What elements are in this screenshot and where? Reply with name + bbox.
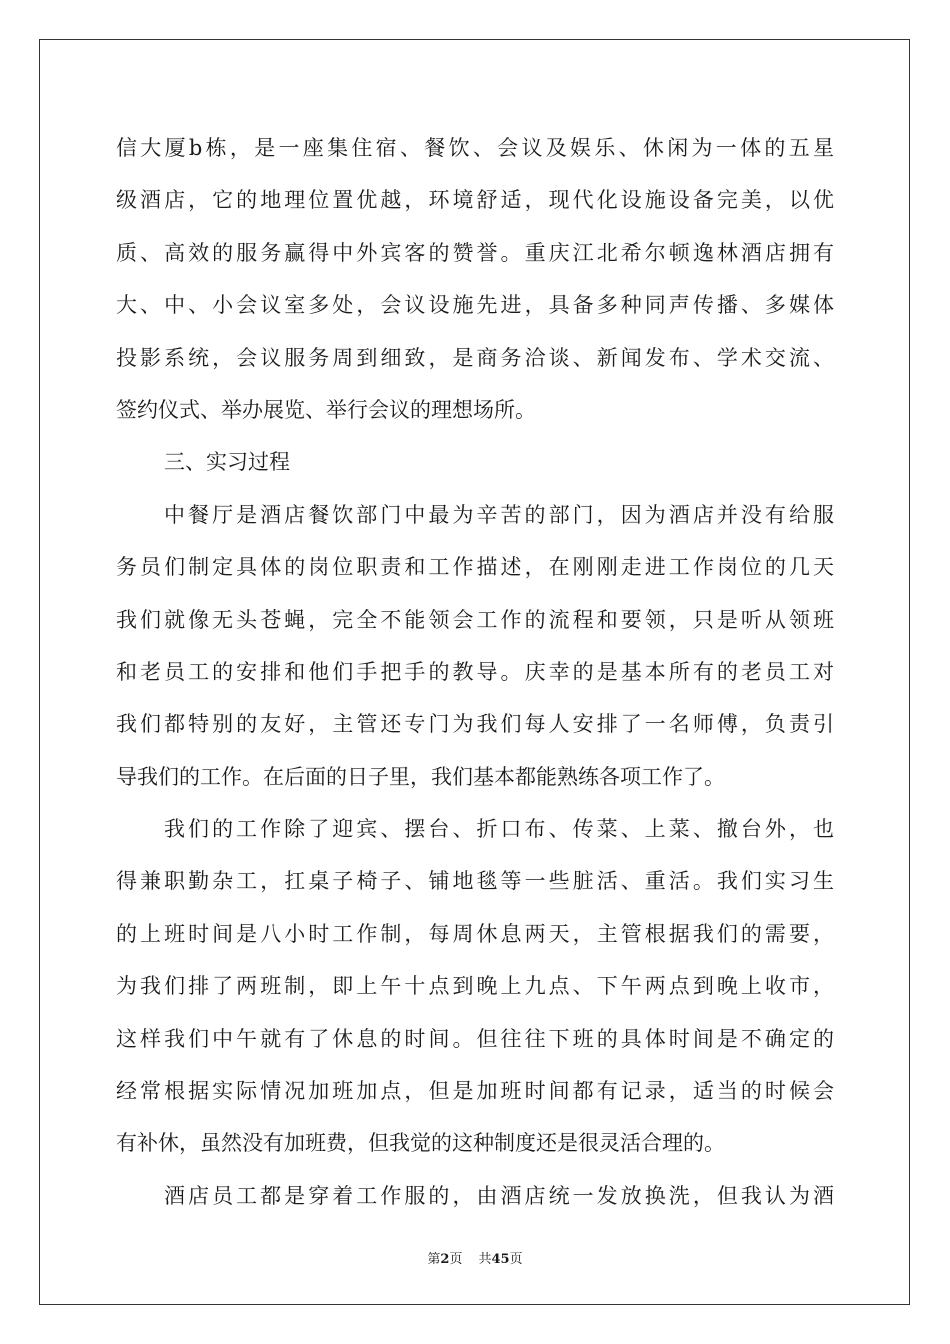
text-line: 经常根据实际情况加班加点，但是加班时间都有记录，适当的时候会 xyxy=(116,1079,834,1104)
text-line: 投影系统，会议服务周到细致，是商务洽谈、新闻发布、学术交流、 xyxy=(116,345,834,370)
text-line: 大、中、小会议室多处，会议设施先进，具备多种同声传播、多媒体 xyxy=(116,293,834,318)
text-line: 为我们排了两班制，即上午十点到晚上九点、下午两点到晚上收市， xyxy=(116,974,834,999)
page-number: 2 xyxy=(440,1252,450,1267)
page-footer xyxy=(0,1248,950,1267)
text-line: 这样我们中午就有了休息的时间。但往往下班的具体时间是不确定的 xyxy=(116,1026,834,1051)
text-line: 我们的工作除了迎宾、摆台、折口布、传菜、上菜、撤台外，也 xyxy=(164,817,834,842)
text-line: 信大厦b栋，是一座集住宿、餐饮、会议及娱乐、休闲为一体的五星 xyxy=(116,136,834,160)
text-line: 有补休，虽然没有加班费，但我觉的这种制度还是很灵活合理的。 xyxy=(116,1131,725,1156)
text-line: 中餐厅是酒店餐饮部门中最为辛苦的部门，因为酒店并没有给服 xyxy=(164,502,834,527)
total-pages: 45 xyxy=(491,1252,510,1267)
text-line: 酒店员工都是穿着工作服的，由酒店统一发放换洗，但我认为酒 xyxy=(164,1183,834,1208)
section-heading: 三、实习过程 xyxy=(164,450,290,475)
page-indicator: 第2页 xyxy=(427,1252,463,1267)
text-line: 务员们制定具体的岗位职责和工作描述，在刚刚走进工作岗位的几天 xyxy=(116,555,834,580)
text-line: 我们就像无头苍蝇，完全不能领会工作的流程和要领，只是听从领班 xyxy=(116,607,834,632)
text-line: 得兼职勤杂工，扛桌子椅子、铺地毯等一些脏活、重活。我们实习生 xyxy=(116,869,834,894)
text-line: 质、高效的服务赢得中外宾客的赞誉。重庆江北希尔顿逸林酒店拥有 xyxy=(116,240,834,265)
text-line: 的上班时间是八小时工作制，每周休息两天，主管根据我们的需要， xyxy=(116,921,834,946)
text-line: 级酒店，它的地理位置优越，环境舒适，现代化设施设备完美，以优 xyxy=(116,188,834,213)
document-body xyxy=(116,122,834,1222)
text-line: 导我们的工作。在后面的日子里，我们基本都能熟练各项工作了。 xyxy=(116,764,725,789)
text-line: 我们都特别的友好，主管还专门为我们每人安排了一名师傅，负责引 xyxy=(116,712,834,737)
total-pages-indicator: 共45页 xyxy=(478,1252,523,1267)
text-line: 和老员工的安排和他们手把手的教导。庆幸的是基本所有的老员工对 xyxy=(116,659,834,684)
text-line: 签约仪式、举办展览、举行会议的理想场所。 xyxy=(116,397,536,422)
